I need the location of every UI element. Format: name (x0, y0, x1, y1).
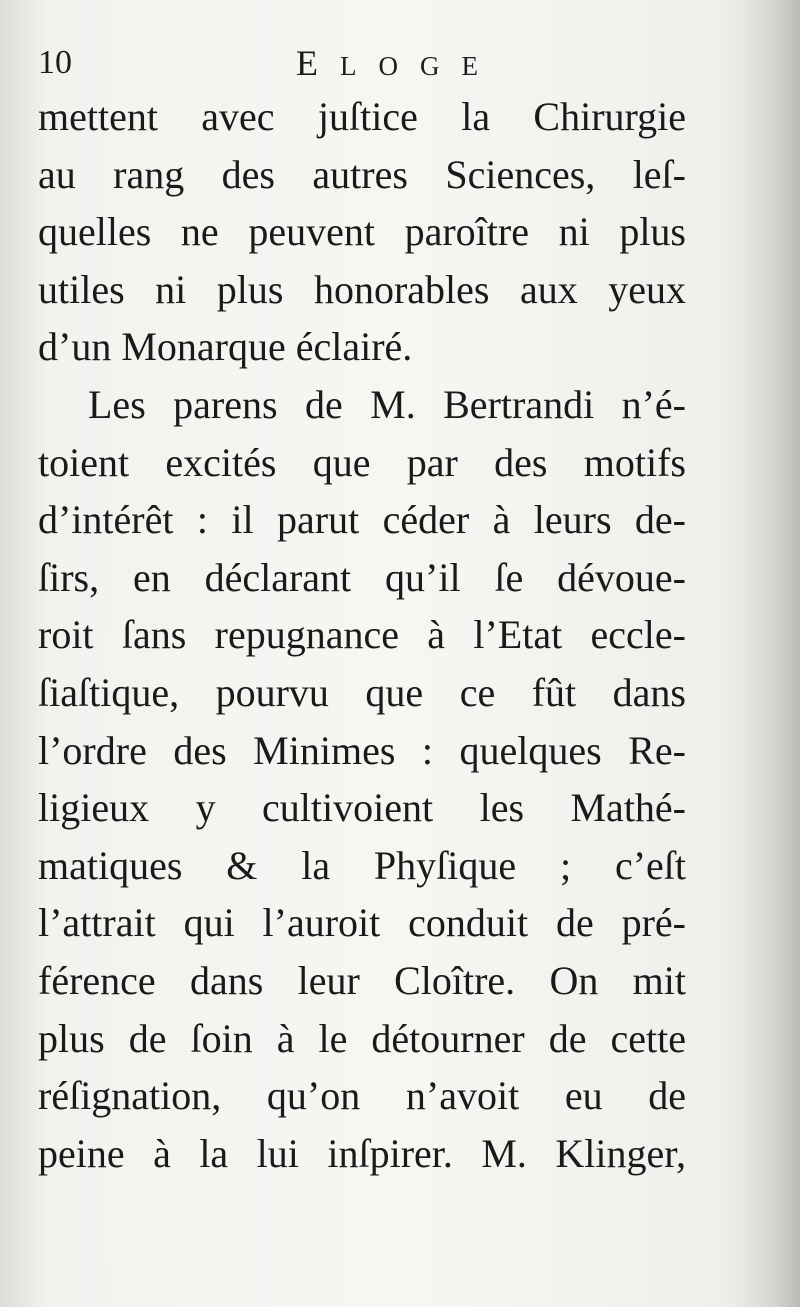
page-edge-shadow (740, 0, 800, 1307)
text-line: mettent avec juſtice la Chirurgie (38, 94, 686, 139)
text-line: ſiaſtique, pourvu que ce fût dans (38, 669, 686, 715)
page-number: 10 (38, 44, 72, 81)
text-line-paragraph-end: d’un Monarque éclairé. (38, 324, 413, 370)
text-line: matiques & la Phyſique ; c’eſt (38, 842, 686, 888)
text-line: quelles ne peuvent paroître ni plus (38, 209, 686, 255)
text-line: l’attrait qui l’auroit conduit de pré- (38, 900, 686, 946)
text-line: utiles ni plus honorables aux yeux (38, 266, 686, 312)
running-head (296, 42, 500, 84)
text-line: l’ordre des Minimes : quelques Re- (38, 727, 686, 773)
text-line: toient excités que par des motifs (38, 439, 686, 485)
body-text (38, 88, 686, 1182)
text-line: ſirs, en déclarant qu’il ſe dévoue- (38, 554, 686, 600)
text-line: roit ſans repugnance à l’Etat eccle- (38, 612, 686, 658)
page-header (38, 40, 718, 90)
running-head-rest: LOGE (340, 51, 500, 81)
running-head-initial: E (296, 43, 340, 83)
text-line-paragraph-start: Les parens de M. Bertrandi n’é- (88, 381, 686, 427)
text-line: férence dans leur Cloître. On mit (38, 957, 686, 1003)
text-line: plus de ſoin à le détourner de cette (38, 1015, 686, 1061)
text-line: au rang des autres Sciences, leſ- (38, 151, 686, 197)
text-line: peine à la lui inſpirer. M. Klinger, (38, 1130, 686, 1176)
text-line: réſignation, qu’on n’avoit eu de (38, 1073, 686, 1119)
text-line: d’intérêt : il parut céder à leurs de- (38, 497, 686, 543)
text-line: ligieux y cultivoient les Mathé- (38, 785, 686, 831)
